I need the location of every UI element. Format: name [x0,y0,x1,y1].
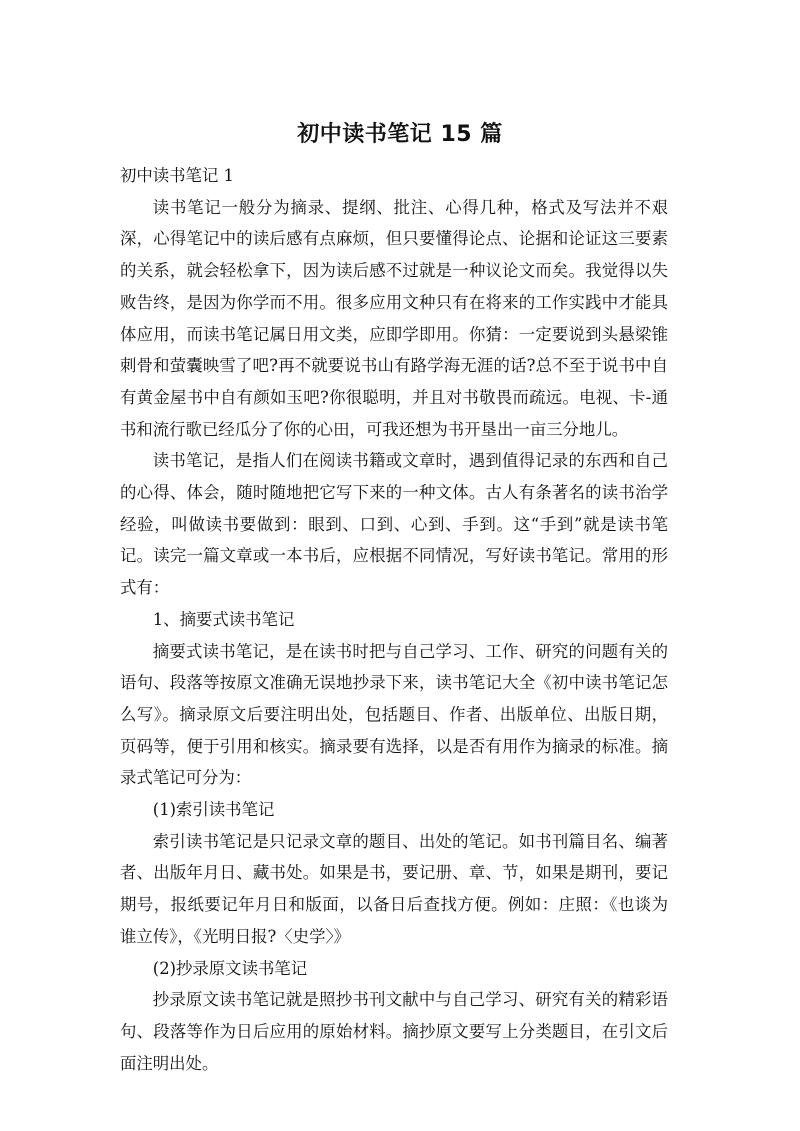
paragraph: 读书笔记一般分为摘录、提纲、批注、心得几种，格式及写法并不艰深，心得笔记中的读后感有点麻烦，但只要懂得论点、论据和论证这三要素的关系，就会轻松拿下，因为读后感不过就是一种议论文而矣。我觉得以失败告终，是因为你学而不用。很多应用文种只有在将来的工作实践中才能具体应用，而读书笔记属日用文类，应即学即用。你猜：一定要说到头悬梁锥刺骨和萤囊映雪了吧?再不就要说书山有路学海无涯的话?总不至于说书中自有黄金屋书中自有颜如玉吧?你很聪明，并且对书敬畏而疏远。电视、卡-通书和流行歌已经瓜分了你的心田，可我还想为书开垦出一亩三分地儿。 [120,197,668,439]
document-title: 初中读书笔记 15 篇 [297,122,503,147]
subheading: (2)抄录原文读书笔记 [152,958,308,978]
document-body [120,160,668,1079]
section-heading: 初中读书笔记 1 [120,166,234,185]
paragraph: 索引读书笔记是只记录文章的题目、出处的笔记。如书刊篇目名、编著者、出版年月日、藏书处。如果是书，要记册、章、节，如果是期刊，要记期号，报纸要记年月日和版面，以备日后查找方便。例如：庄照：《也谈为谁立传》，《光明日报?〈史学〉》 [120,831,668,946]
subheading: (1)索引读书笔记 [152,800,275,820]
list-heading: 1、摘要式读书笔记 [152,609,295,629]
paragraph: 抄录原文读书笔记就是照抄书刊文献中与自己学习、研究有关的精彩语句、段落等作为日后应用的原始材料。摘抄原文要写上分类题目，在引文后面注明出处。 [120,990,668,1073]
paragraph: 读书笔记，是指人们在阅读书籍或文章时，遇到值得记录的东西和自己的心得、体会，随时随地把它写下来的一种文体。古人有条著名的读书治学经验，叫做读书要做到：眼到、口到、心到、手到。这“手到”就是读书笔记。读完一篇文章或一本书后，应根据不同情况，写好读书笔记。常用的形式有： [120,451,668,598]
paragraph: 摘要式读书笔记，是在读书时把与自己学习、工作、研究的问题有关的语句、段落等按原文准确无误地抄录下来，读书笔记大全《初中读书笔记怎么写》。摘录原文后要注明出处，包括题目、作者、出版单位、出版日期，页码等，便于引用和核实。摘录要有选择，以是否有用作为摘录的标准。摘录式笔记可分为： [120,641,668,788]
